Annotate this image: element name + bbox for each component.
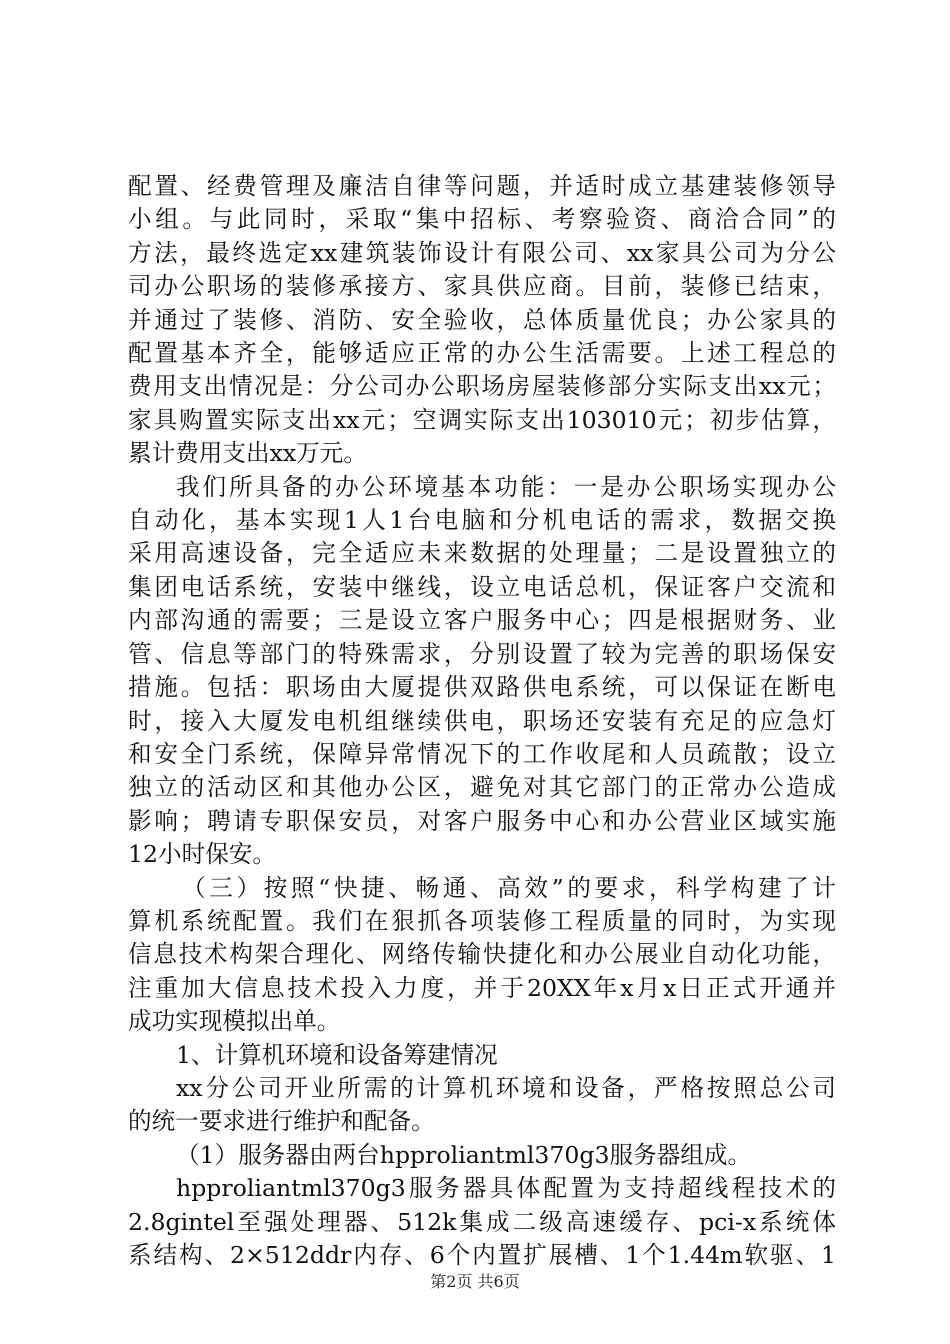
text-line: 系结构、2×512ddr内存、6个内置扩展槽、1个1.44m软驱、1 bbox=[128, 1241, 836, 1269]
text-line: 算机系统配置。我们在狠抓各项装修工程质量的同时，为实现 bbox=[128, 906, 836, 935]
text-line: （三）按照“快捷、畅通、高效”的要求，科学构建了计 bbox=[182, 873, 836, 902]
text-line: 独立的活动区和其他办公区，避免对其它部门的正常办公造成 bbox=[128, 773, 836, 802]
page-number-footer: 第2页 共6页 bbox=[430, 1272, 520, 1291]
text-line: 自动化，基本实现1人1台电脑和分机电话的需求，数据交换 bbox=[128, 506, 836, 535]
text-line: 并通过了装修、消防、安全验收，总体质量优良；办公家具的 bbox=[128, 305, 836, 334]
text-line: 12小时保安。 bbox=[128, 840, 276, 869]
text-line: （1）服务器由两台hpproliantml370g3服务器组成。 bbox=[176, 1140, 752, 1169]
text-line: 我们所具备的办公环境基本功能：一是办公职场实现办公 bbox=[176, 472, 836, 501]
text-line: hpproliantml370g3服务器具体配置为支持超线程技术的 bbox=[176, 1174, 836, 1203]
text-line: 的统一要求进行维护和配备。 bbox=[128, 1107, 435, 1136]
text-line: xx分公司开业所需的计算机环境和设备，严格按照总公司 bbox=[176, 1073, 836, 1102]
text-line: 家具购置实际支出xx元；空调实际支出103010元；初步估算， bbox=[128, 405, 836, 434]
text-line: 司办公职场的装修承接方、家具供应商。目前，装修已结束， bbox=[128, 272, 836, 301]
text-line: 采用高速设备，完全适应未来数据的处理量；二是设置独立的 bbox=[128, 539, 836, 568]
text-line: 配置基本齐全，能够适应正常的办公生活需要。上述工程总的 bbox=[128, 339, 836, 368]
text-line: 方法，最终选定xx建筑装饰设计有限公司、xx家具公司为分公 bbox=[128, 238, 836, 267]
text-line: 和安全门系统，保障异常情况下的工作收尾和人员疏散；设立 bbox=[128, 739, 836, 768]
text-line: 累计费用支出xx万元。 bbox=[128, 439, 367, 468]
text-line: 成功实现模拟出单。 bbox=[128, 1007, 341, 1036]
text-line: 信息技术构架合理化、网络传输快捷化和办公展业自动化功能， bbox=[128, 940, 836, 969]
text-line: 注重加大信息技术投入力度，并于20XX年x月x日正式开通并 bbox=[128, 973, 836, 1002]
text-line: 管、信息等部门的特殊需求，分别设置了较为完善的职场保安 bbox=[128, 639, 836, 668]
text-line: 时，接入大厦发电机组继续供电，职场还安装有充足的应急灯 bbox=[128, 706, 836, 735]
section-heading: 1、计算机环境和设备筹建情况 bbox=[176, 1040, 498, 1069]
text-line: 2.8gintel至强处理器、512k集成二级高速缓存、pci-x系统体 bbox=[128, 1207, 836, 1236]
text-line: 费用支出情况是：分公司办公职场房屋装修部分实际支出xx元； bbox=[128, 372, 836, 401]
document-body bbox=[128, 170, 836, 1272]
text-line: 内部沟通的需要；三是设立客户服务中心；四是根据财务、业 bbox=[128, 606, 836, 635]
text-line: 配置、经费管理及廉洁自律等问题，并适时成立基建装修领导 bbox=[128, 172, 836, 200]
text-line: 影响；聘请专职保安员，对客户服务中心和办公营业区域实施 bbox=[128, 806, 836, 835]
text-line: 集团电话系统，安装中继线，设立电话总机，保证客户交流和 bbox=[128, 572, 836, 601]
text-line: 措施。包括：职场由大厦提供双路供电系统，可以保证在断电 bbox=[128, 673, 836, 702]
text-line: 小组。与此同时，采取“集中招标、考察验资、商洽合同”的 bbox=[128, 205, 836, 234]
